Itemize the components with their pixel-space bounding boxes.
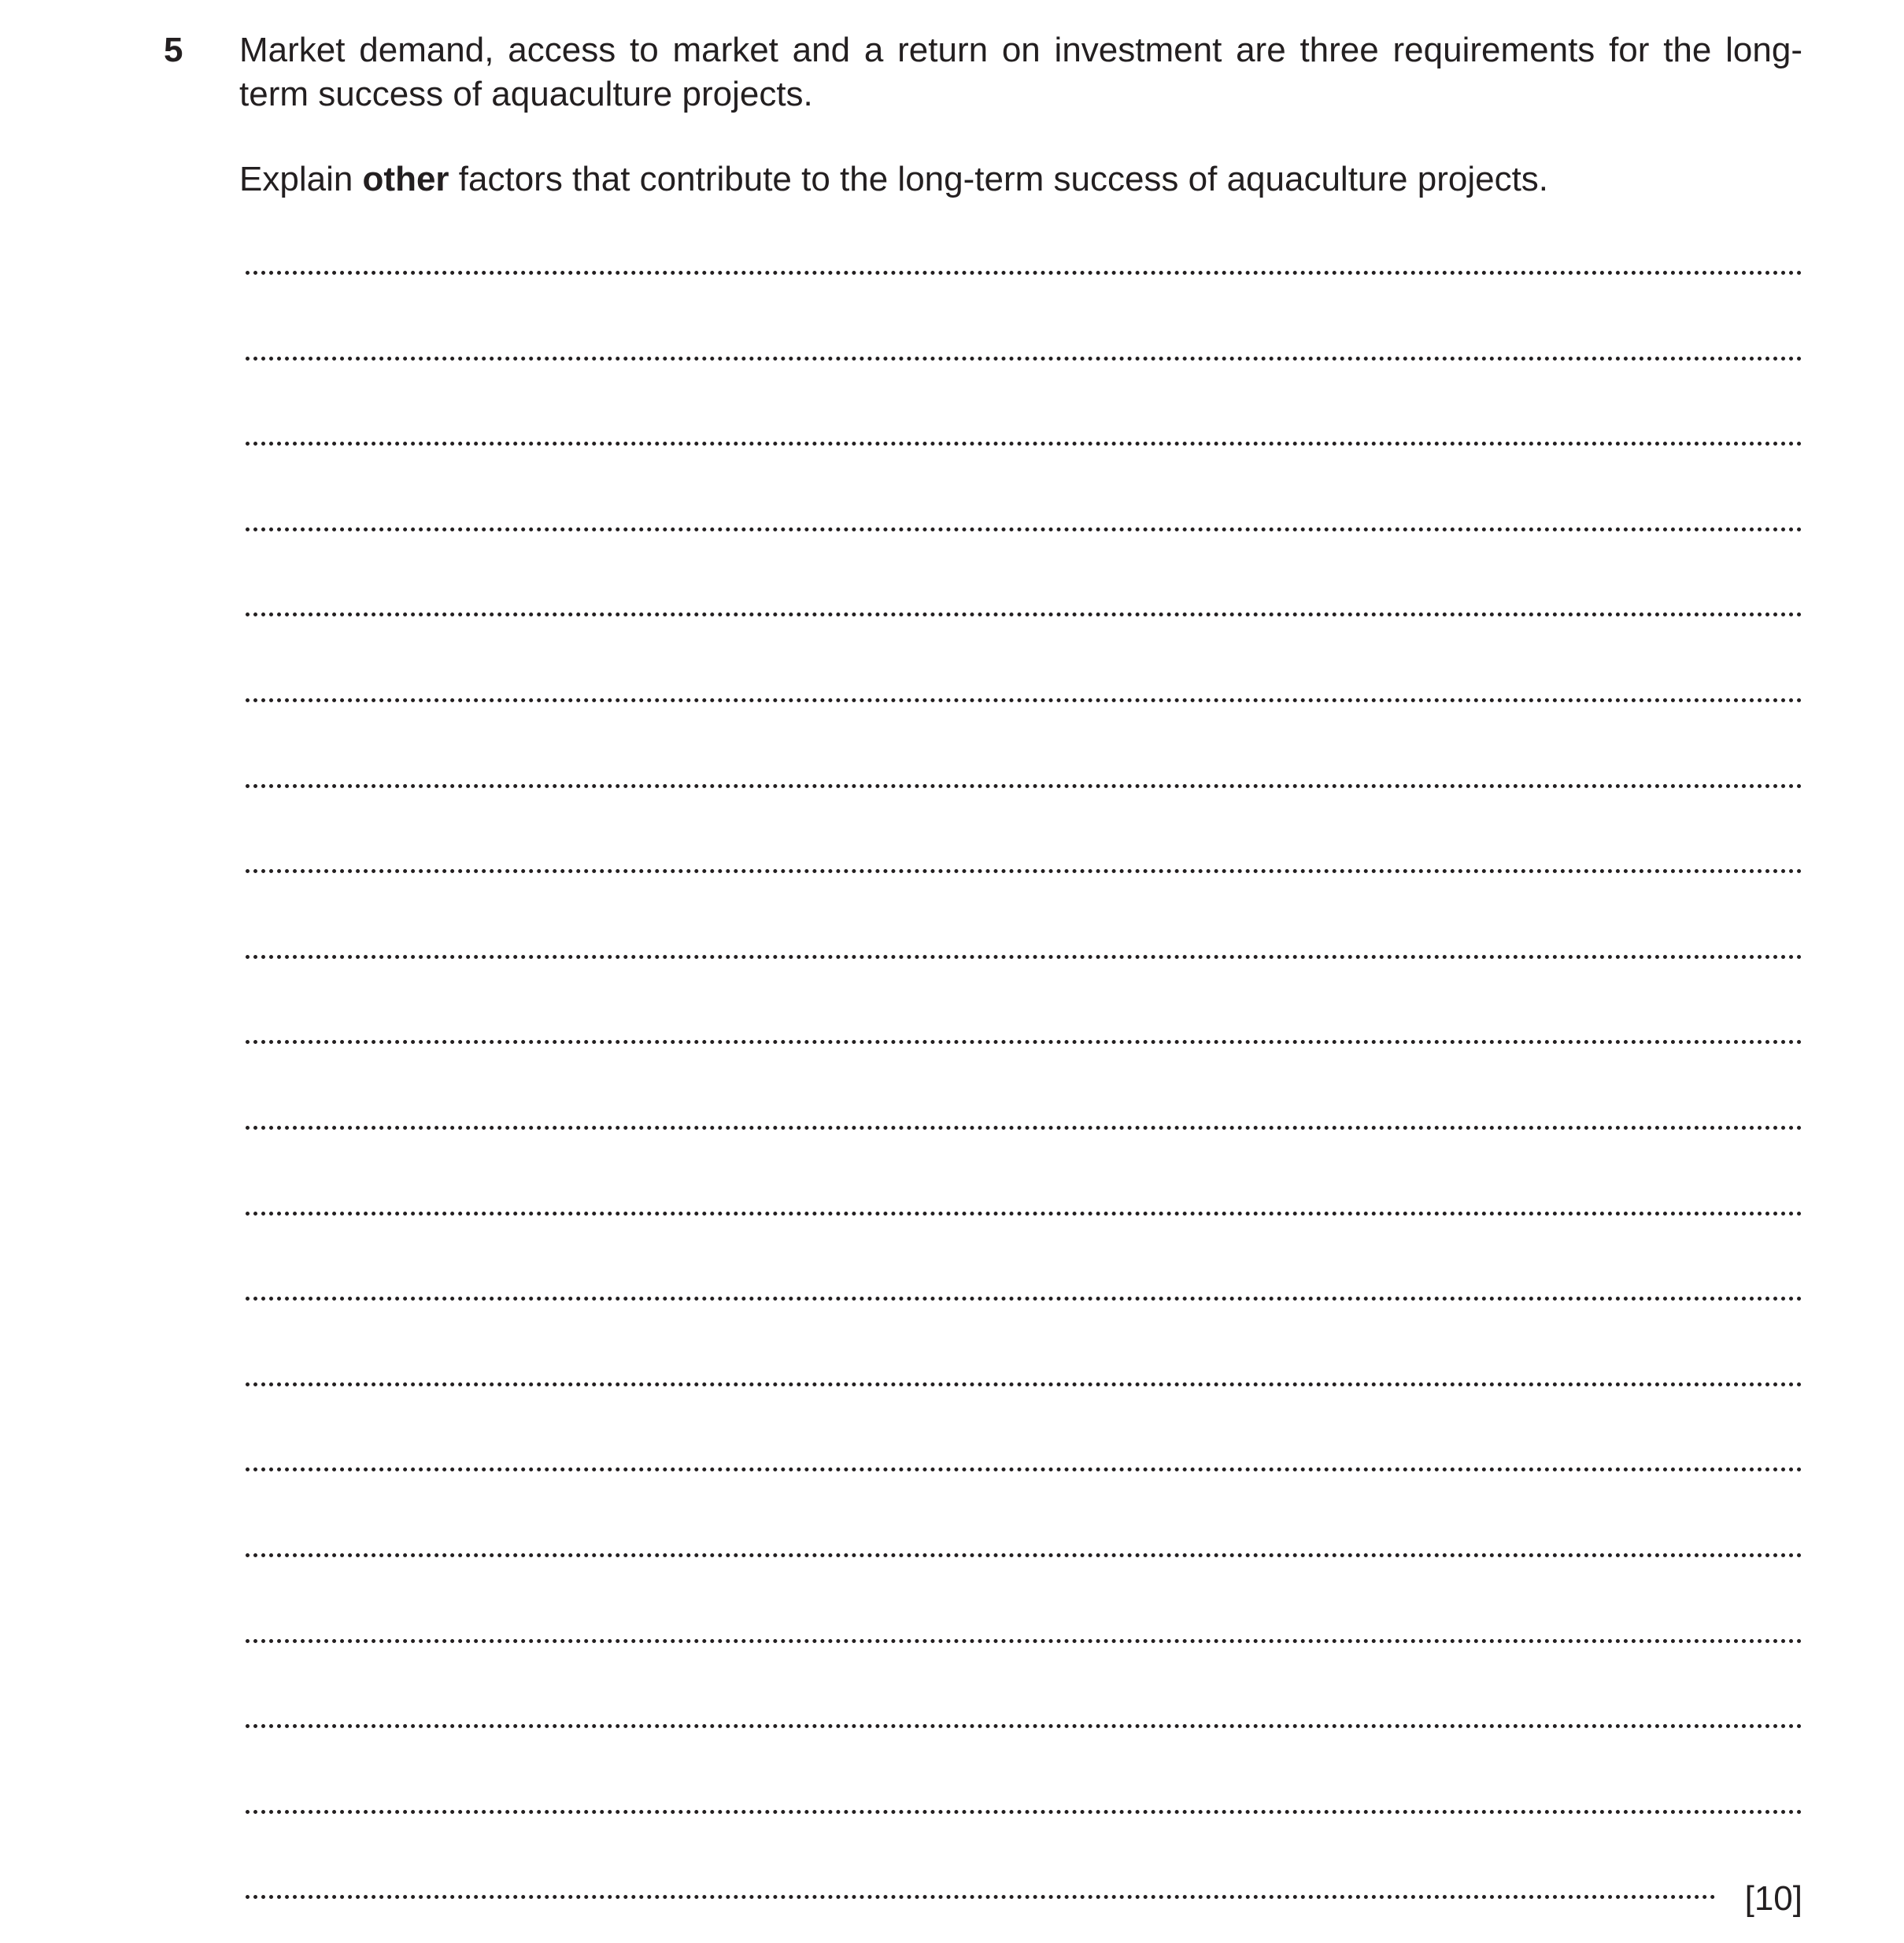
task-text-before: Explain — [239, 160, 363, 198]
answer-line[interactable] — [246, 442, 1802, 446]
answer-line[interactable] — [246, 1553, 1802, 1557]
answer-line[interactable] — [246, 1040, 1802, 1044]
marks-allocation: [10] — [1744, 1879, 1802, 1918]
answer-line[interactable] — [246, 698, 1802, 702]
question-number: 5 — [164, 31, 183, 69]
answer-line[interactable] — [246, 1895, 1716, 1899]
answer-line[interactable] — [246, 784, 1802, 788]
answer-line[interactable] — [246, 613, 1802, 616]
answer-line[interactable] — [246, 271, 1802, 275]
answer-line[interactable] — [246, 1724, 1802, 1728]
answer-lines[interactable] — [246, 0, 1802, 1943]
task-emphasis: other — [362, 160, 449, 198]
answer-line[interactable] — [246, 869, 1802, 873]
answer-line[interactable] — [246, 357, 1802, 361]
answer-line[interactable] — [246, 1212, 1802, 1216]
answer-line[interactable] — [246, 1467, 1802, 1471]
answer-line[interactable] — [246, 1126, 1802, 1130]
answer-line[interactable] — [246, 527, 1802, 531]
question-stem: Market demand, access to market and a return on investment are three requirements for the long-term success of aquaculture projects. — [239, 31, 1802, 113]
answer-line[interactable] — [246, 1382, 1802, 1386]
task-text-after: factors that contribute to the long-term success of aquaculture projects. — [449, 160, 1549, 198]
answer-line[interactable] — [246, 1297, 1802, 1301]
answer-line[interactable] — [246, 1639, 1802, 1643]
answer-line[interactable] — [246, 1810, 1802, 1814]
answer-line[interactable] — [246, 955, 1802, 959]
